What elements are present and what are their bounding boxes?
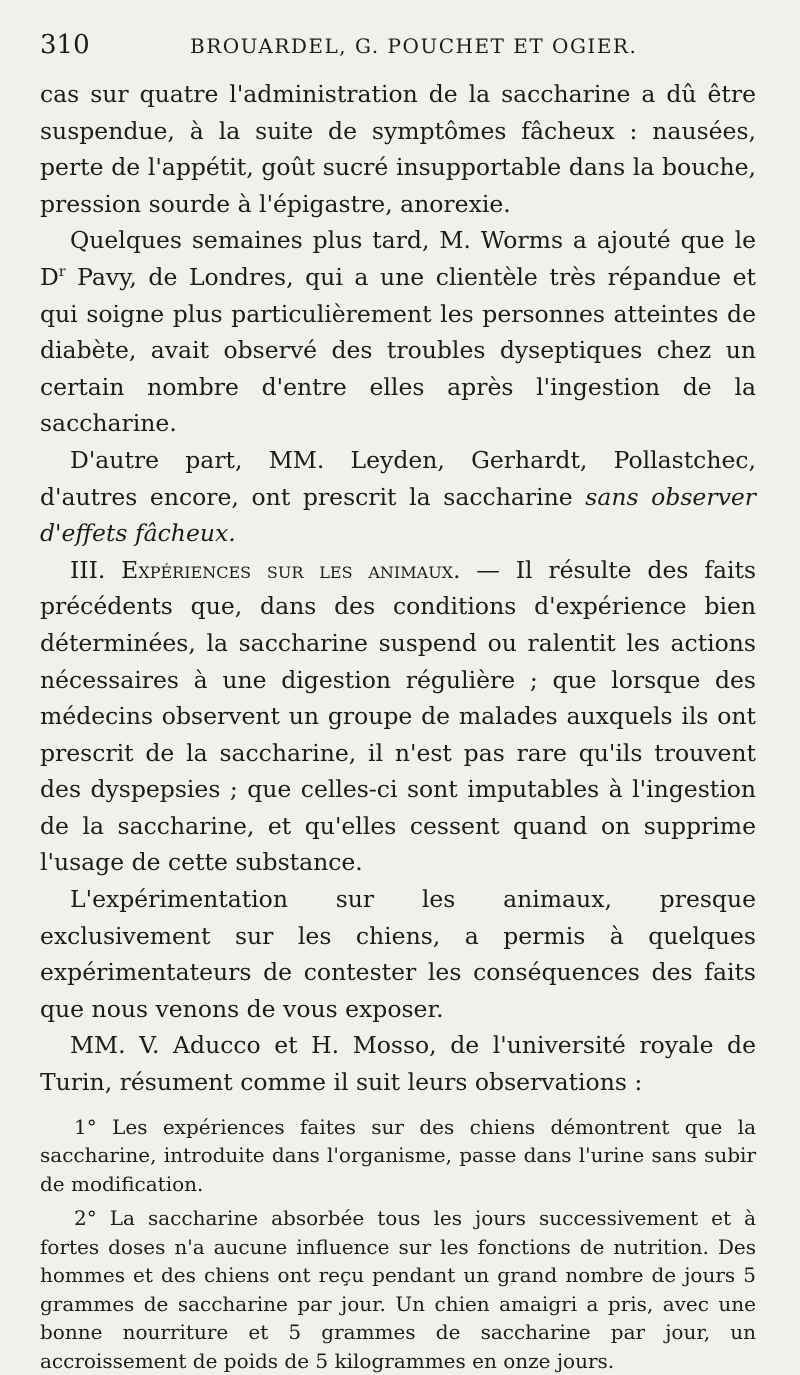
finding-2: 2° La saccharine absorbée tous les jours successivement et à fortes doses n'a aucune influence sur les fonctions de nutrition. Des hommes et des chiens ont reçu pendant un grand nombre de jours 5 grammes de saccharine par jour. Un chien amaigri a pris, avec une bonne nourriture et 5 grammes de saccharine par jour, un accroissement de poids de 5 kilogrammes en onze jours. — [40, 1206, 756, 1373]
paragraph-2-rest: Pavy, de Londres, qui a une clientèle très répandue et qui soigne plus particulièrement les personnes atteintes de diabète, avait observé des troubles dyseptiques chez un certain nombre d'entre elles après l'ingestion de la saccharine. — [40, 262, 756, 438]
paragraph-1: cas sur quatre l'administration de la saccharine a dû être suspendue, à la suite de symptômes fâcheux : nausées, perte de l'appétit, goût sucré insupportable dans la bouche, pression sourde à l'épigastre, anorexie. — [40, 80, 756, 218]
section-numeral: III. — [70, 555, 122, 584]
paragraph-3-italic: sans observer d'effets fâcheux. — [40, 482, 756, 548]
paragraph-3 — [40, 442, 756, 552]
findings-list — [40, 1113, 756, 1375]
doctor-superscript: r — [58, 264, 66, 281]
body-text — [40, 76, 756, 1101]
section-heading: Expériences sur les animaux. — [121, 555, 461, 584]
paragraph-5: L'expérimentation sur les animaux, presque exclusivement sur les chiens, a permis à quelques expérimentateurs de contester les conséquences des faits que nous venons de vous exposer. — [40, 885, 756, 1023]
paragraph-4-text: — Il résulte des faits précédents que, dans des conditions d'expérience bien déterminées, la saccharine suspend ou ralentit les actions nécessaires à une digestion régulière ; que lorsque des médecins observent un groupe de malades auxquels ils ont prescrit de la saccharine, il n'est pas rare qu'ils trouvent des dyspepsies ; que celles-ci sont imputables à l'ingestion de la saccharine, et qu'elles cessent quand on supprime l'usage de cette substance. — [40, 555, 757, 877]
page-header — [40, 30, 756, 76]
page-number: 310 — [40, 30, 90, 60]
paragraph-4 — [40, 552, 756, 881]
paragraph-3-start: D'autre part, MM. Leyden, Gerhardt, Pollastchec, d'autres encore, ont prescrit la saccharine — [40, 445, 756, 511]
paragraph-6: MM. V. Aducco et H. Mosso, de l'université royale de Turin, résument comme il suit leurs observations : — [40, 1031, 756, 1097]
paragraph-2-start: Quelques semaines plus tard, M. Worms a ajouté que le D — [40, 226, 756, 291]
running-head: BROUARDEL, G. POUCHET ET OGIER. — [190, 34, 638, 58]
finding-1: 1° Les expériences faites sur des chiens démontrent que la saccharine, introduite dans l'organisme, passe dans l'urine sans subir de modification. — [40, 1114, 756, 1196]
paragraph-2 — [40, 222, 756, 442]
